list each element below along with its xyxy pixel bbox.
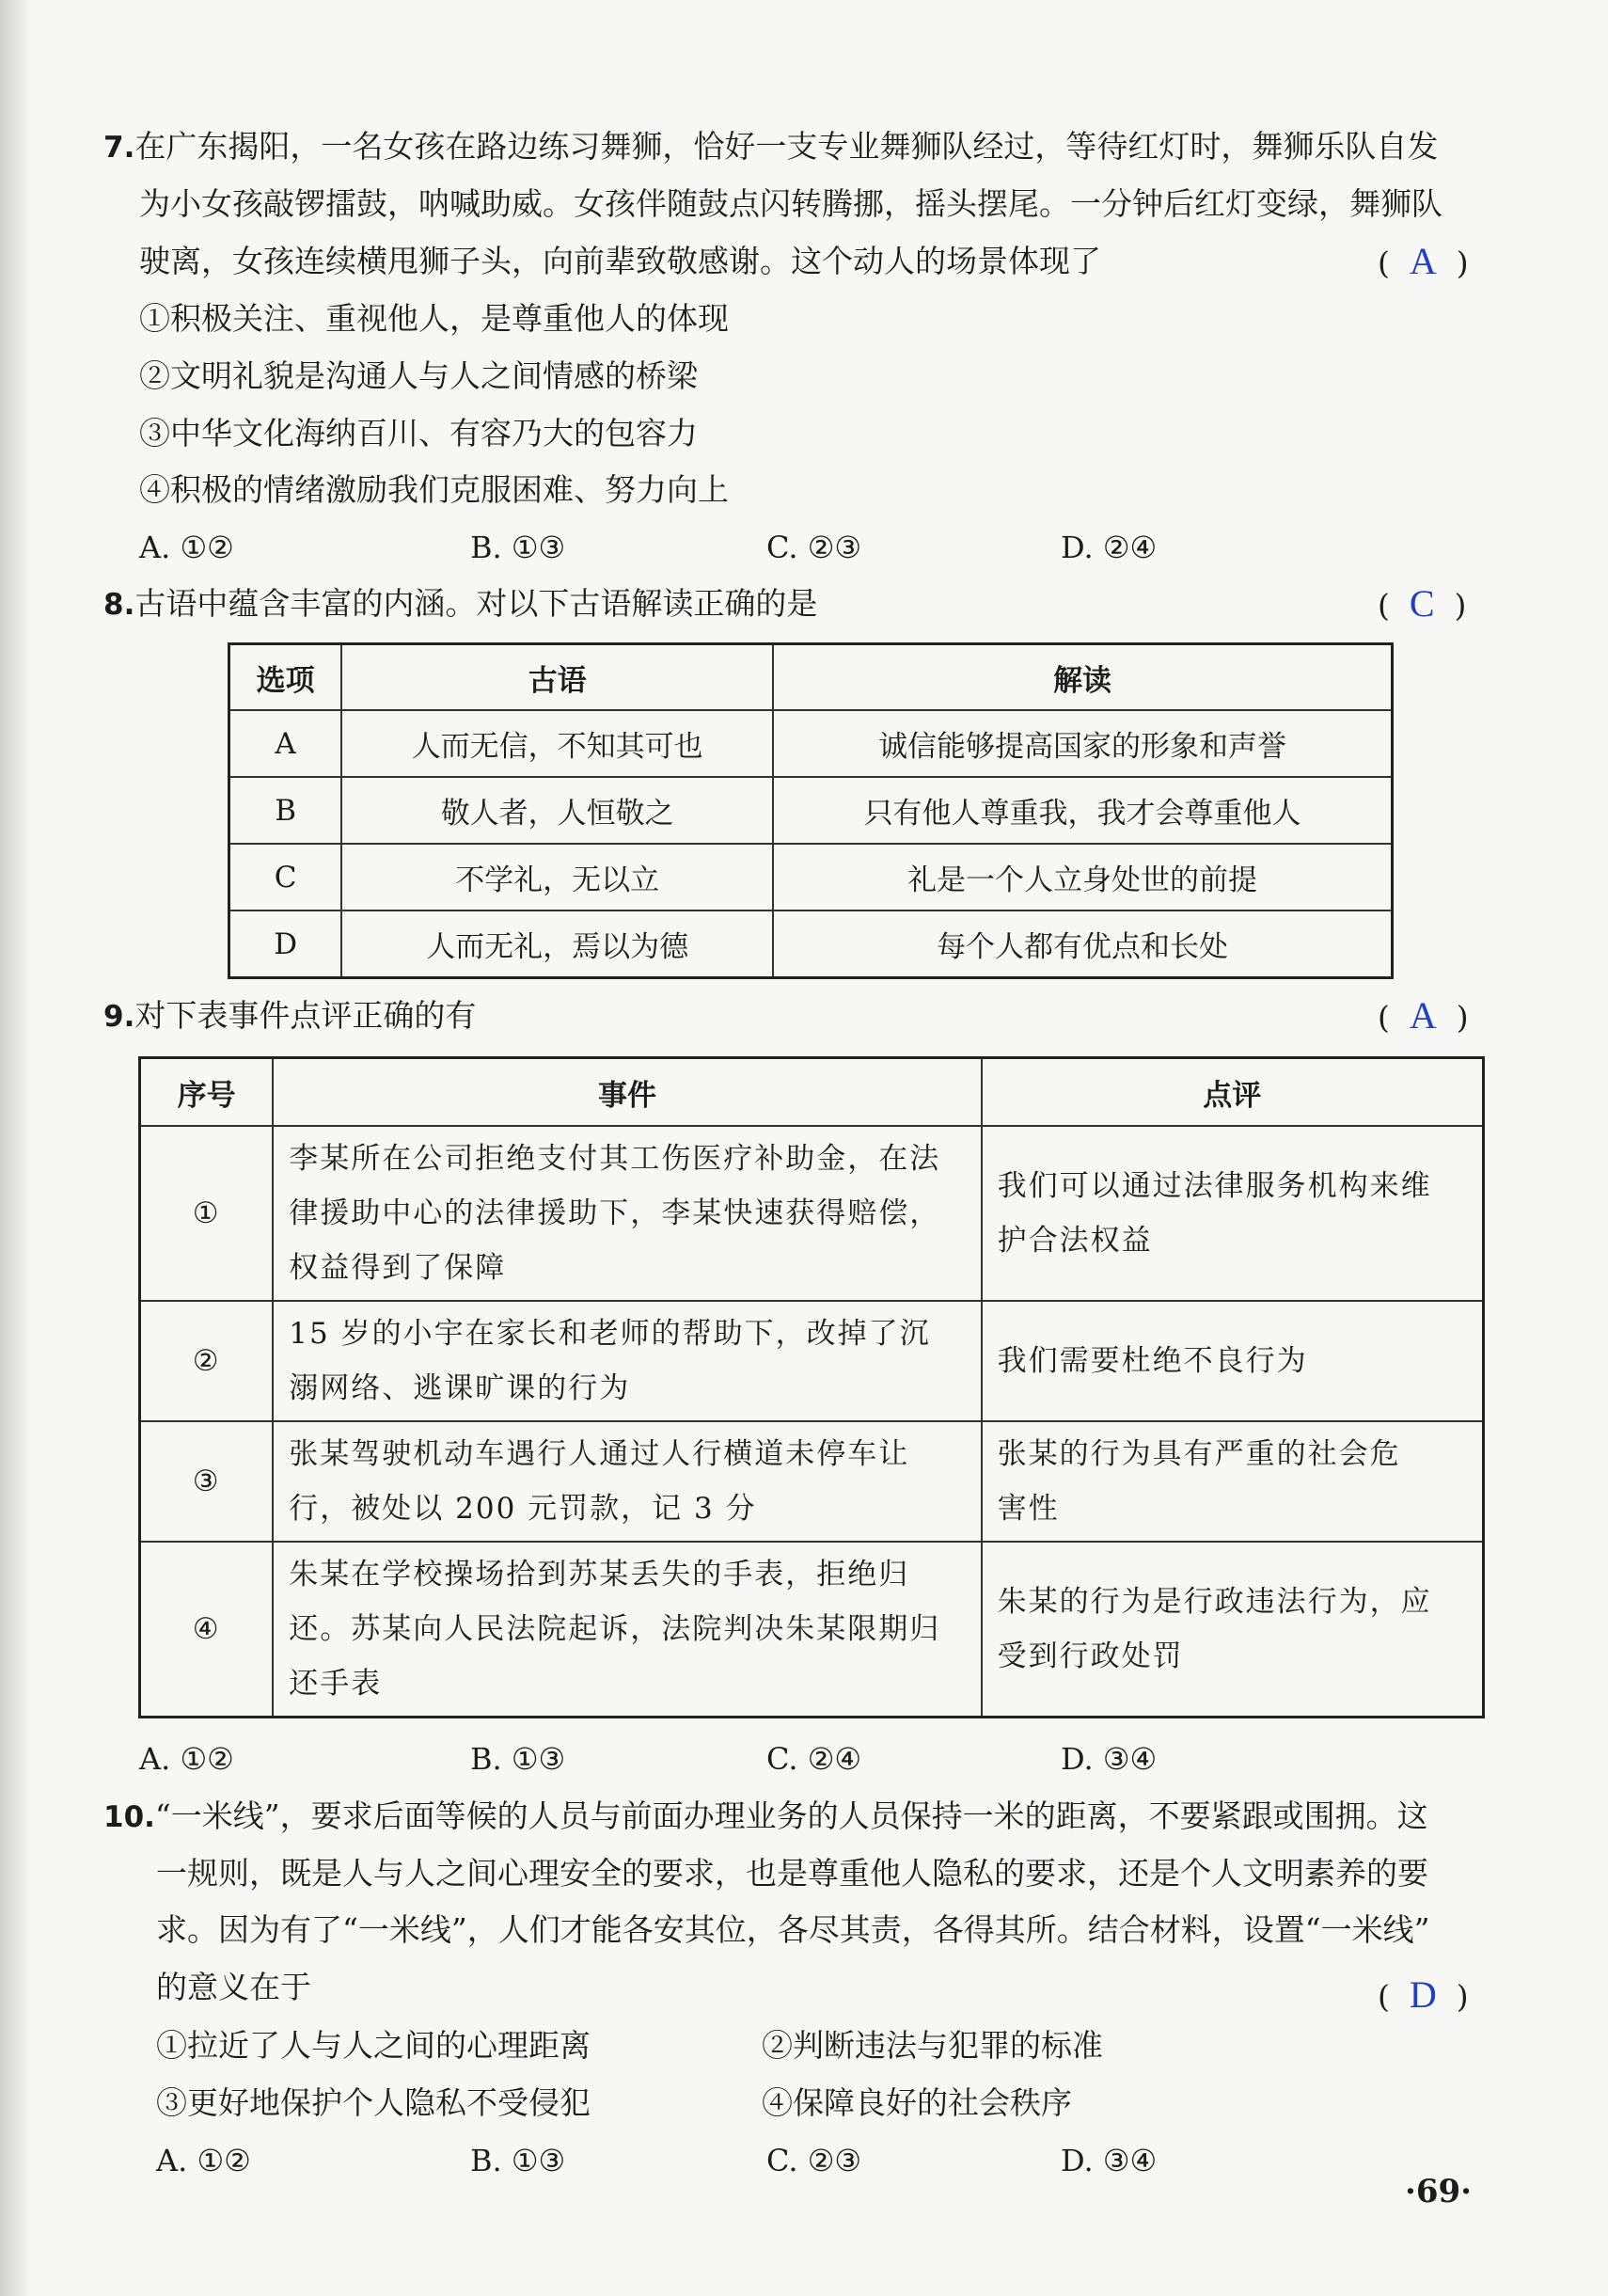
q9-cell-comment: 我们需要杜绝不良行为 — [982, 1301, 1484, 1421]
table-row — [140, 1542, 1484, 1717]
q8-cell-option: A — [229, 710, 342, 777]
q7-option-a: A. ①② — [139, 530, 234, 565]
q7-line-2: 为小女孩敲锣擂鼓，呐喊助威。女孩伴随鼓点闪转腾挪，摇头摆尾。一分钟后红灯变绿，舞狮队 — [139, 185, 1442, 222]
q10-option-d: D. ③④ — [1061, 2143, 1158, 2178]
table-row — [229, 777, 1393, 844]
q9-cell-comment: 朱某的行为是行政违法行为，应 受到行政处罚 — [982, 1542, 1484, 1717]
q9-cell-event: 张某驾驶机动车遇行人通过人行横道未停车让 行，被处以 200 元罚款，记 3 分 — [273, 1421, 981, 1542]
table-row — [140, 1126, 1484, 1301]
q10-line-2: 一规则，既是人与人之间心理安全的要求，也是尊重他人隐私的要求，还是个人文明素养的要 — [156, 1855, 1428, 1892]
q10-line-3: 求。因为有了“一米线”，人们才能各安其位，各尽其责，各得其所。结合材料，设置“一米线” — [156, 1911, 1430, 1948]
q8-cell-interpretation: 礼是一个人立身处世的前提 — [773, 844, 1392, 910]
q8-cell-saying: 不学礼，无以立 — [341, 844, 773, 910]
q8-cell-option: B — [229, 777, 342, 844]
q8-cell-saying: 人而无信，不知其可也 — [341, 710, 773, 777]
q8-stem: 8.古语中蕴含丰富的内涵。对以下古语解读正确的是 — [103, 585, 818, 622]
q9-option-c: C. ②④ — [766, 1741, 862, 1777]
q9-cell-number: ③ — [140, 1421, 274, 1542]
page-number: ·69· — [1405, 2173, 1472, 2210]
q7-statement-2: ②文明礼貌是沟通人与人之间情感的桥梁 — [139, 357, 698, 394]
q9-option-a: A. ①② — [139, 1741, 234, 1777]
q9-cell-number: ④ — [140, 1542, 274, 1717]
q9-option-d: D. ③④ — [1061, 1741, 1158, 1777]
q10-statement-4: ④保障良好的社会秩序 — [762, 2084, 1072, 2121]
q8-cell-interpretation: 每个人都有优点和长处 — [773, 910, 1392, 978]
q8-header-saying: 古语 — [341, 644, 773, 711]
q9-answer-bracket: ( A ) — [1378, 994, 1469, 1037]
q9-cell-event: 15 岁的小宇在家长和老师的帮助下，改掉了沉 溺网络、逃课旷课的行为 — [273, 1301, 981, 1421]
q7-line-1: 7.在广东揭阳，一名女孩在路边练习舞狮，恰好一支专业舞狮队经过，等待红灯时，舞狮乐队自发 — [103, 128, 1439, 165]
q8-table — [228, 642, 1394, 979]
q8-table-header — [229, 644, 1393, 711]
q7-answer-bracket: ( A ) — [1378, 240, 1469, 282]
q9-header-event: 事件 — [273, 1058, 981, 1127]
table-row — [140, 1301, 1484, 1421]
q7-option-b: B. ①③ — [470, 530, 566, 565]
q7-statement-1: ①积极关注、重视他人，是尊重他人的体现 — [139, 300, 729, 337]
q9-cell-event: 朱某在学校操场拾到苏某丢失的手表，拒绝归 还。苏某向人民法院起诉，法院判决朱某限期归 还手表 — [273, 1542, 981, 1717]
q9-cell-comment: 张某的行为具有严重的社会危 害性 — [982, 1421, 1484, 1542]
q9-cell-number: ② — [140, 1301, 274, 1421]
table-row — [229, 710, 1393, 777]
q8-cell-interpretation: 诚信能够提高国家的形象和声誉 — [773, 710, 1392, 777]
q8-cell-option: C — [229, 844, 342, 910]
q8-header-interpretation: 解读 — [773, 644, 1392, 711]
q10-option-b: B. ①③ — [470, 2143, 566, 2178]
q7-statement-4: ④积极的情绪激励我们克服困难、努力向上 — [139, 471, 729, 508]
q8-answer-bracket: ( C ) — [1378, 582, 1467, 625]
q8-header-option: 选项 — [229, 644, 342, 711]
q10-answer: D — [1409, 1973, 1437, 2016]
q7-answer: A — [1409, 240, 1437, 282]
q10-statement-3: ③更好地保护个人隐私不受侵犯 — [156, 2084, 591, 2121]
q9-cell-comment: 我们可以通过法律服务机构来维 护合法权益 — [982, 1126, 1484, 1301]
book-spine-shadow — [0, 0, 32, 2296]
q8-cell-saying: 人而无礼，焉以为德 — [341, 910, 773, 978]
q8-cell-option: D — [229, 910, 342, 978]
table-row — [229, 844, 1393, 910]
q9-option-b: B. ①③ — [470, 1741, 566, 1777]
q9-table-header — [140, 1058, 1484, 1127]
q9-table — [138, 1056, 1485, 1718]
q10-option-c: C. ②③ — [766, 2143, 862, 2178]
q9-header-number: 序号 — [140, 1058, 274, 1127]
table-row — [140, 1421, 1484, 1542]
q7-option-c: C. ②③ — [766, 530, 862, 565]
q7-line-3: 驶离，女孩连续横甩狮子头，向前辈致敬感谢。这个动人的场景体现了 — [139, 243, 1101, 279]
q10-answer-bracket: ( D ) — [1378, 1973, 1469, 2016]
q10-statement-1: ①拉近了人与人之间的心理距离 — [156, 2027, 591, 2064]
q8-answer: C — [1409, 582, 1435, 625]
q7-option-d: D. ②④ — [1061, 530, 1158, 565]
q10-statement-2: ②判断违法与犯罪的标准 — [762, 2027, 1103, 2064]
q8-cell-interpretation: 只有他人尊重我，我才会尊重他人 — [773, 777, 1392, 844]
q9-header-comment: 点评 — [982, 1058, 1484, 1127]
q10-option-a: A. ①② — [156, 2143, 251, 2178]
q10-line-4: 的意义在于 — [156, 1969, 311, 2005]
q9-stem: 9.对下表事件点评正确的有 — [103, 997, 477, 1034]
q9-cell-event: 李某所在公司拒绝支付其工伤医疗补助金，在法 律援助中心的法律援助下，李某快速获得赔偿， 权益得到了保障 — [273, 1126, 981, 1301]
q8-cell-saying: 敬人者，人恒敬之 — [341, 777, 773, 844]
q7-statement-3: ③中华文化海纳百川、有容乃大的包容力 — [139, 415, 698, 451]
q10-line-1: 10.“一米线”，要求后面等候的人员与前面办理业务的人员保持一米的距离，不要紧跟或围拥。这 — [103, 1797, 1428, 1834]
q9-cell-number: ① — [140, 1126, 274, 1301]
table-row — [229, 910, 1393, 978]
q9-answer: A — [1409, 994, 1437, 1037]
